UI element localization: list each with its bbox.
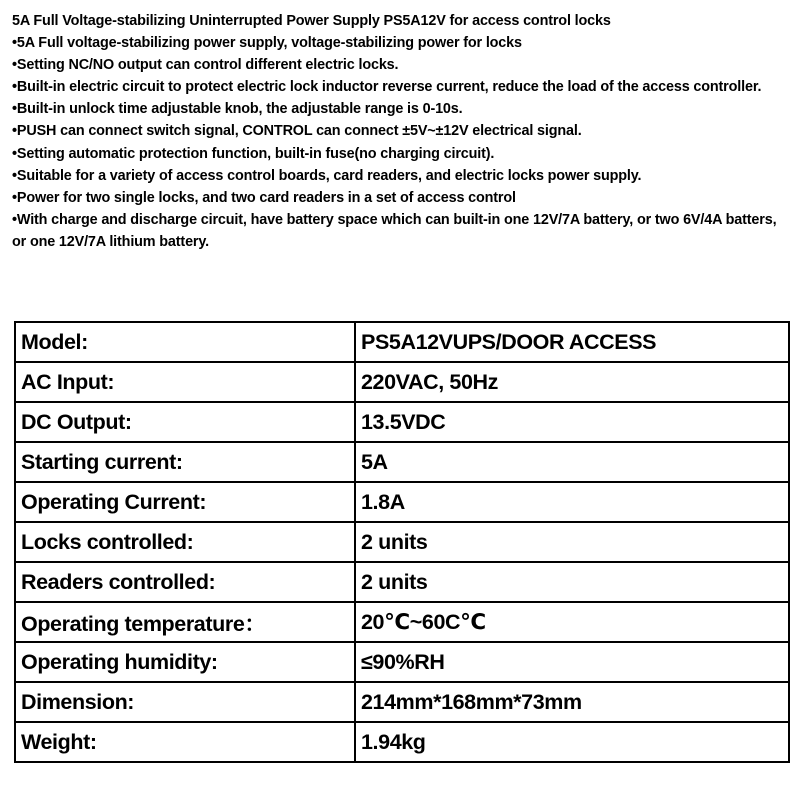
specifications-table bbox=[14, 321, 790, 763]
feature-bullet: •Suitable for a variety of access control boards, card readers, and electric locks power supply. bbox=[12, 167, 642, 184]
spec-value: PS5A12VUPS/DOOR ACCESS bbox=[355, 322, 789, 362]
spec-value: 13.5VDC bbox=[355, 402, 789, 442]
feature-bullet: •Setting NC/NO output can control different electric locks. bbox=[12, 57, 399, 74]
feature-bullet: •Built-in electric circuit to protect electric lock inductor reverse current, reduce the load of the access controller. bbox=[12, 79, 762, 96]
spec-value: 20℃~60C℃ bbox=[355, 602, 789, 642]
spec-label: DC Output: bbox=[15, 402, 355, 442]
spec-value: 5A bbox=[355, 442, 789, 482]
spec-row-ac-input bbox=[15, 362, 789, 402]
spec-row-model bbox=[15, 322, 789, 362]
spec-row-starting-current bbox=[15, 442, 789, 482]
feature-bullet: •5A Full voltage-stabilizing power supply, voltage-stabilizing power for locks bbox=[12, 35, 522, 52]
spec-row-locks-controlled bbox=[15, 522, 789, 562]
feature-bullet: •Setting automatic protection function, built-in fuse(no charging circuit). bbox=[12, 145, 495, 162]
spec-row-operating-humidity bbox=[15, 642, 789, 682]
spec-label: Operating temperature： bbox=[15, 602, 355, 642]
spec-label: AC Input: bbox=[15, 362, 355, 402]
spec-value: ≤90%RH bbox=[355, 642, 789, 682]
spec-label: Operating humidity: bbox=[15, 642, 355, 682]
product-description bbox=[12, 10, 792, 253]
spec-label: Weight: bbox=[15, 722, 355, 762]
feature-bullet: •With charge and discharge circuit, have battery space which can built-in one 12V/7A battery, or two 6V/4A batters, or one 12V/7A lithium battery. bbox=[12, 211, 777, 250]
spec-label: Readers controlled: bbox=[15, 562, 355, 602]
spec-row-operating-temperature bbox=[15, 602, 789, 642]
spec-value: 1.94kg bbox=[355, 722, 789, 762]
spec-row-readers-controlled bbox=[15, 562, 789, 602]
spec-row-weight bbox=[15, 722, 789, 762]
feature-bullet: •Built-in unlock time adjustable knob, the adjustable range is 0-10s. bbox=[12, 101, 463, 118]
spec-value: 1.8A bbox=[355, 482, 789, 522]
description-title: 5A Full Voltage-stabilizing Uninterrupted Power Supply PS5A12V for access control locks bbox=[12, 13, 611, 29]
spec-value: 2 units bbox=[355, 522, 789, 562]
spec-label: Dimension: bbox=[15, 682, 355, 722]
spec-label: Operating Current: bbox=[15, 482, 355, 522]
spec-value: 214mm*168mm*73mm bbox=[355, 682, 789, 722]
feature-bullet: •PUSH can connect switch signal, CONTROL can connect ±5V~±12V electrical signal. bbox=[12, 123, 582, 140]
spec-label: Model: bbox=[15, 322, 355, 362]
spec-value: 220VAC, 50Hz bbox=[355, 362, 789, 402]
spec-value: 2 units bbox=[355, 562, 789, 602]
spec-label: Locks controlled: bbox=[15, 522, 355, 562]
feature-bullet: •Power for two single locks, and two card readers in a set of access control bbox=[12, 189, 516, 206]
spec-label: Starting current: bbox=[15, 442, 355, 482]
spec-row-dimension bbox=[15, 682, 789, 722]
spec-row-operating-current bbox=[15, 482, 789, 522]
spec-row-dc-output bbox=[15, 402, 789, 442]
